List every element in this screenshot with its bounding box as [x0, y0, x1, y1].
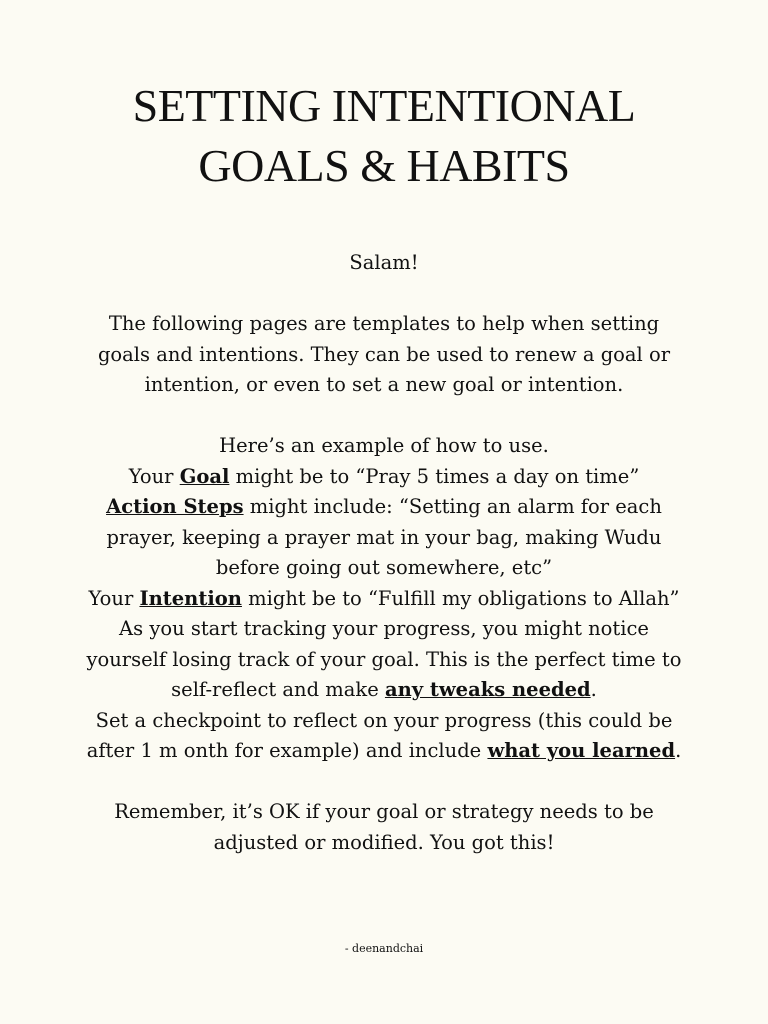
- greeting: Salam!: [349, 251, 419, 274]
- intro-paragraph: The following pages are templates to help when setting goals and intentions. They can be used to renew a goal or intention, or even to set a new goal or intention.: [97, 312, 671, 396]
- learned-label: what you learned: [487, 739, 676, 762]
- title-line-1: SETTING INTENTIONAL: [132, 80, 636, 131]
- goal-line: Your Goal might be to “Pray 5 times a day on time”: [128, 464, 640, 488]
- intention-line: Your Intention might be to “Fulfill my obligations to Allah”: [88, 586, 680, 610]
- signature: - deenandchai: [344, 942, 424, 955]
- title-line-2: GOALS & HABITS: [198, 140, 570, 191]
- example-heading: Here’s an example of how to use.: [219, 434, 549, 457]
- goal-label: Goal: [179, 464, 230, 488]
- checkpoint-paragraph: Set a checkpoint to reflect on your progress (this could be after 1 m onth for example) and include what you learned.: [86, 708, 682, 762]
- action-steps-line: Action Steps might include: “Setting an alarm for each prayer, keeping a prayer mat in your bag, making Wudu before going out somewhere, etc”: [106, 495, 662, 579]
- body-text: [80, 248, 688, 858]
- intention-label: Intention: [139, 586, 242, 610]
- page-title: [80, 0, 688, 196]
- tracking-paragraph: As you start tracking your progress, you might notice yourself losing track of your goal. This is the perfect time to self-reflect and make any tweaks needed.: [86, 617, 682, 701]
- action-steps-label: Action Steps: [106, 495, 244, 518]
- tweaks-label: any tweaks needed: [384, 678, 591, 701]
- closing-paragraph: Remember, it’s OK if your goal or strategy needs to be adjusted or modified. You got this!: [114, 800, 654, 854]
